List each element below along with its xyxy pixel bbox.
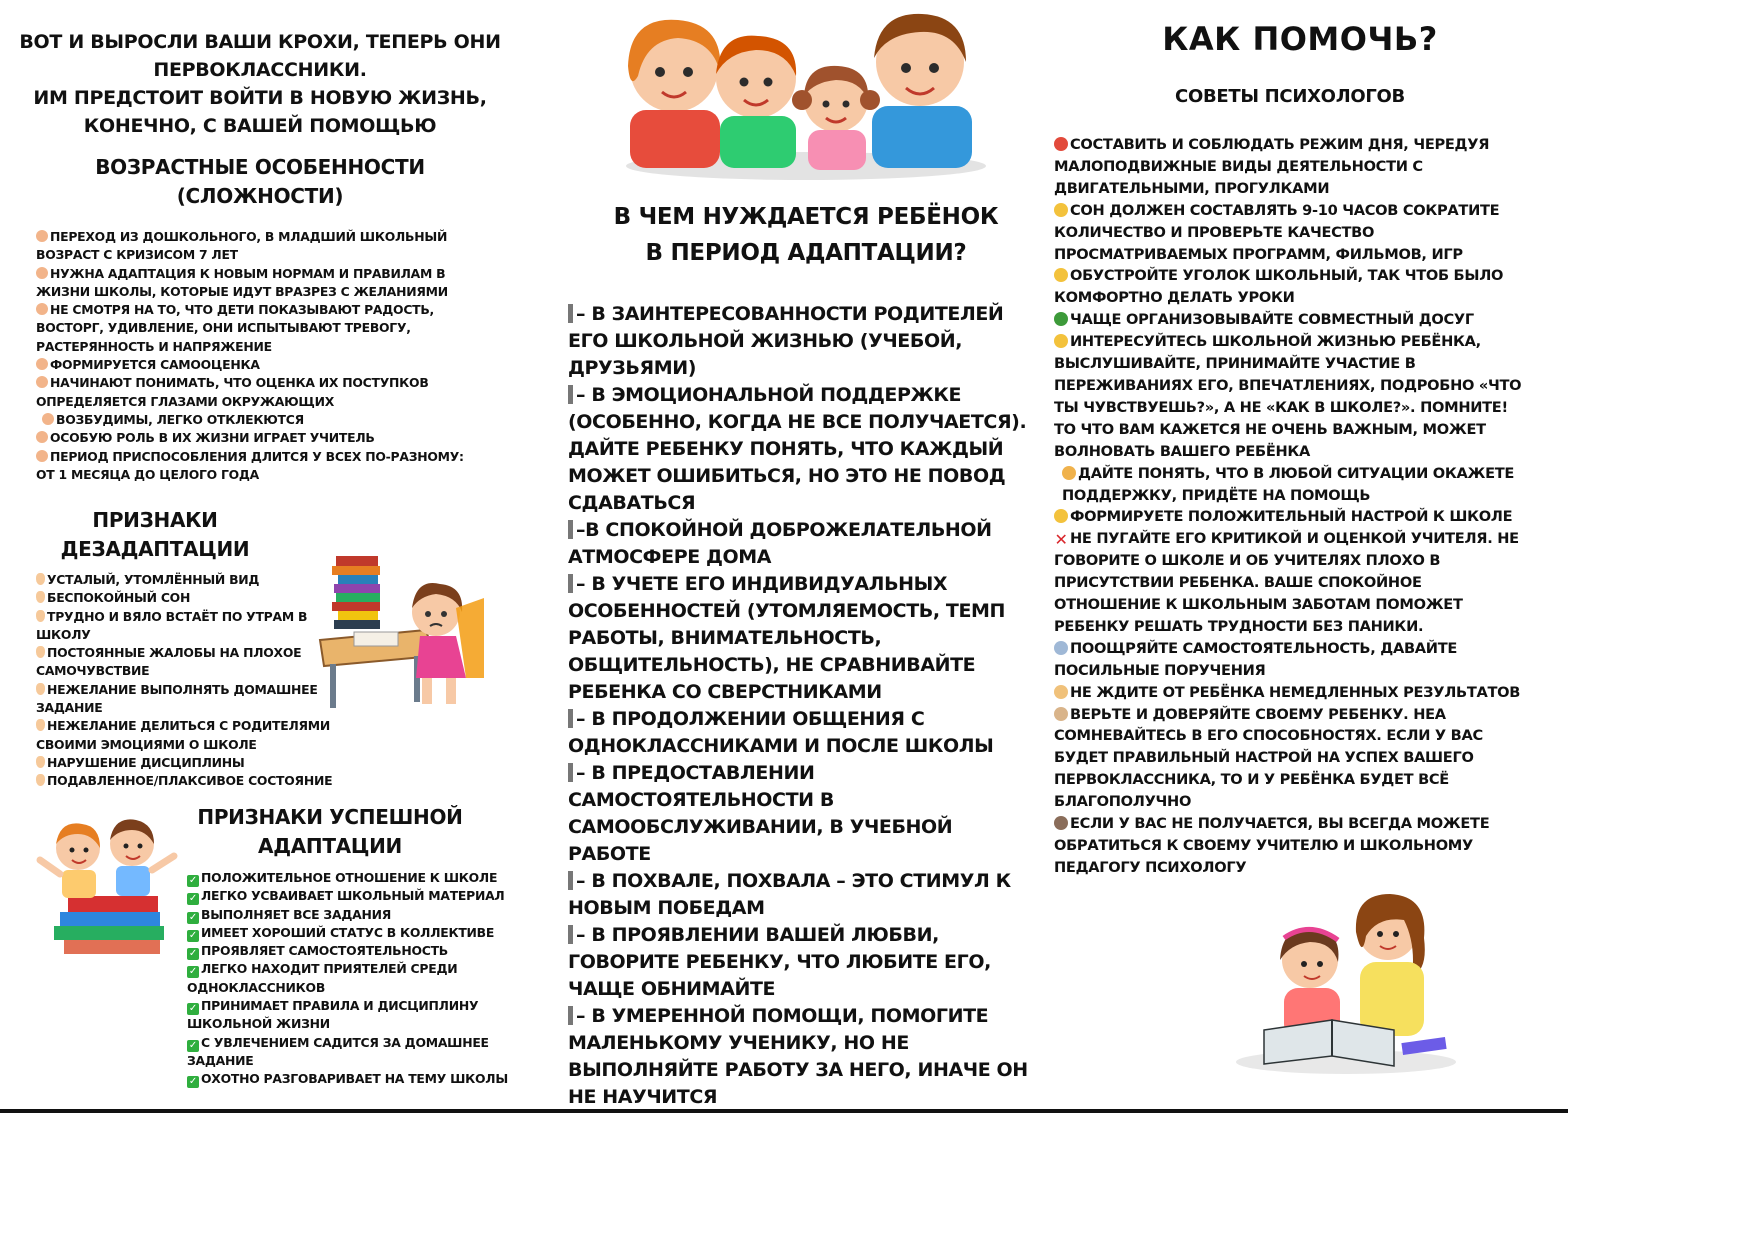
check-mark-icon: ✓	[188, 929, 198, 941]
list-item: ПООЩРЯЙТЕ САМОСТОЯТЕЛЬНОСТЬ, ДАВАЙТЕ ПОСИЛЬНЫЕ ПОРУЧЕНИЯ	[1054, 639, 1458, 679]
marker-icon	[568, 385, 573, 404]
list-item: ПЕРИОД ПРИСПОСОБЛЕНИЯ ДЛИТСЯ У ВСЕХ ПО-РАЗНОМУ: ОТ 1 МЕСЯЦА ДО ЦЕЛОГО ГОДА	[36, 448, 464, 482]
pointing-hand-icon	[36, 774, 45, 786]
marker-icon	[568, 709, 573, 728]
list-item: БЕСПОКОЙНЫЙ СОН	[36, 589, 336, 607]
success-section-title: ПРИЗНАКИ УСПЕШНОЙ АДАПТАЦИИ	[197, 805, 463, 858]
needs-section-title: В ЧЕМ НУЖДАЕТСЯ РЕБЁНОК В ПЕРИОД АДАПТАЦИИ?	[613, 204, 999, 266]
list-item: ✕ НЕ ПУГАЙТЕ ЕГО КРИТИКОЙ И ОЦЕНКОЙ УЧИТЕЛЯ. НЕ ГОВОРИТЕ О ШКОЛЕ И ОБ УЧИТЕЛЯХ ПЛОХО В ПРИСУТСТВИИ РЕБЕНКА. ВАШЕ СПОКОЙНОЕ ОТНОШЕНИЕ К ШКОЛЬНЫМ ЗАБОТАМ ПОМОЖЕТ РЕБЕНКУ РЕШАТЬ ТРУДНОСТИ БЕЗ ПАНИКИ.	[1054, 530, 1519, 635]
list-item: ✓ ПОЛОЖИТЕЛЬНОЕ ОТНОШЕНИЕ К ШКОЛЕ	[188, 870, 498, 886]
success-signs-list	[187, 869, 532, 1089]
book-stack	[332, 556, 380, 629]
check-mark-icon: ✓	[188, 875, 198, 886]
praying-hands-icon	[1054, 707, 1068, 721]
marker-icon	[568, 574, 573, 593]
list-item: ✓ ЛЕГКО НАХОДИТ ПРИЯТЕЛЕЙ СРЕДИ ОДНОКЛАССНИКОВ	[187, 961, 458, 995]
mother-daughter-reading-illustration	[1228, 880, 1458, 1076]
help-subtitle: СОВЕТЫ ПСИХОЛОГОВ	[1175, 86, 1405, 107]
person-icon	[1054, 816, 1068, 830]
age-section-title: ВОЗРАСТНЫЕ ОСОБЕННОСТИ (СЛОЖНОСТИ)	[95, 155, 425, 208]
list-item: ФОРМИРУЕТСЯ САМООЦЕНКА	[36, 356, 478, 374]
list-item: СОСТАВИТЬ И СОБЛЮДАТЬ РЕЖИМ ДНЯ, ЧЕРЕДУЯ МАЛОПОДВИЖНЫЕ ВИДЫ ДЕЯТЕЛЬНОСТИ С ДВИГАТЕЛЬНЫМИ, ПРОГУЛКАМИ	[1054, 136, 1490, 197]
list-item: ✓ ВЫПОЛНЯЕТ ВСЕ ЗАДАНИЯ	[188, 906, 391, 923]
list-item: ✓ ИМЕЕТ ХОРОШИЙ СТАТУС В КОЛЛЕКТИВЕ	[188, 924, 495, 941]
intro-line: ПЕРВОКЛАССНИКИ.	[153, 59, 367, 81]
handshake-icon	[1062, 466, 1076, 480]
child-icon	[36, 267, 48, 279]
list-item: НУЖНА АДАПТАЦИЯ К НОВЫМ НОРМАМ И ПРАВИЛАМ В ЖИЗНИ ШКОЛЫ, КОТОРЫЕ ИДУТ ВРАЗРЕЗ С ЖЕЛАНИЯМИ	[36, 265, 448, 299]
child-icon	[36, 230, 48, 242]
check-mark-icon: ✓	[188, 1003, 198, 1015]
list-item: ОБУСТРОЙТЕ УГОЛОК ШКОЛЬНЫЙ, ТАК ЧТОБ БЫЛО КОМФОРТНО ДЕЛАТЬ УРОКИ	[1054, 267, 1504, 307]
list-item: НЕЖЕЛАНИЕ ДЕЛИТЬСЯ С РОДИТЕЛЯМИ СВОИМИ ЭМОЦИЯМИ О ШКОЛЕ	[36, 718, 330, 752]
marker-icon	[568, 925, 573, 944]
intro-heading	[10, 28, 510, 140]
check-mark-icon: ✓	[188, 1076, 198, 1088]
list-item: – В ЗАИНТЕРЕСОВАННОСТИ РОДИТЕЛЕЙ ЕГО ШКОЛЬНОЙ ЖИЗНЬЮ (УЧЕБОЙ, ДРУЗЬЯМИ)	[568, 303, 1004, 379]
pointing-hand-icon	[36, 683, 45, 695]
list-item: УСТАЛЫЙ, УТОМЛЁННЫЙ ВИД	[36, 571, 336, 589]
nerd-face-icon	[1054, 268, 1068, 282]
list-item: – В УЧЕТЕ ЕГО ИНДИВИДУАЛЬНЫХ ОСОБЕННОСТЕЙ (УТОМЛЯЕМОСТЬ, ТЕМП РАБОТЫ, ВНИМАТЕЛЬНОСТЬ, ОБЩИТЕЛЬНОСТЬ), НЕ СРАВНИВАЙТЕ РЕБЕНКА СО СВЕРСТНИКАМИ	[568, 573, 1006, 703]
list-item: НЕ ЖДИТЕ ОТ РЕБЁНКА НЕМЕДЛЕННЫХ РЕЗУЛЬТАТОВ	[1054, 682, 1530, 704]
list-item: ✓ ЛЕГКО УСВАИВАЕТ ШКОЛЬНЫЙ МАТЕРИАЛ	[188, 888, 505, 905]
marker-icon	[568, 871, 573, 890]
age-features-list	[36, 228, 478, 484]
list-item: ВЕРЬТЕ И ДОВЕРЯЙТЕ СВОЕМУ РЕБЕНКУ. НЕА СОМНЕВАЙТЕСЬ В ЕГО СПОСОБНОСТЯХ. ЕСЛИ У ВАС БУДЕТ ПРАВИЛЬНЫЙ НАСТРОЙ НА УСПЕХ ВАШЕГО ПЕРВОКЛАССНИКА, ТО И У РЕБЁНКА БУДЕТ ВСЁ БЛАГОПОЛУЧНО	[1054, 705, 1483, 811]
list-item: НАЧИНАЮТ ПОНИМАТЬ, ЧТО ОЦЕНКА ИХ ПОСТУПКОВ ОПРЕДЕЛЯЕТСЯ ГЛАЗАМИ ОКРУЖАЮЩИХ	[36, 375, 429, 409]
cross-mark-icon: ✕	[1054, 530, 1068, 550]
intro-line: КОНЕЧНО, С ВАШЕЙ ПОМОЩЬЮ	[83, 115, 437, 137]
list-item: СОН ДОЛЖЕН СОСТАВЛЯТЬ 9-10 ЧАСОВ СОКРАТИТЕ КОЛИЧЕСТВО И ПРОВЕРЬТЕ КАЧЕСТВО ПРОСМАТРИВАЕМЫХ ПРОГРАММ, ФИЛЬМОВ, ИГР	[1054, 201, 1500, 263]
bottom-border	[0, 1109, 1568, 1113]
list-item: – В ПРОДОЛЖЕНИИ ОБЩЕНИЯ С ОДНОКЛАССНИКАМИ И ПОСЛЕ ШКОЛЫ	[568, 708, 994, 757]
child-icon	[36, 450, 48, 462]
list-item: ОСОБУЮ РОЛЬ В ИХ ЖИЗНИ ИГРАЕТ УЧИТЕЛЬ	[36, 429, 478, 447]
marker-icon	[568, 520, 573, 539]
sleeping-face-icon	[1054, 203, 1068, 217]
list-item: ВОЗБУДИМЫ, ЛЕГКО ОТКЛЕКЮТСЯ	[36, 411, 478, 429]
list-item: ✓ ПРОЯВЛЯЕТ САМОСТОЯТЕЛЬНОСТЬ	[188, 943, 448, 960]
list-item: НЕЖЕЛАНИЕ ВЫПОЛНЯТЬ ДОМАШНЕЕ ЗАДАНИЕ	[36, 681, 318, 716]
needs-list	[568, 301, 1038, 1111]
list-item: НАРУШЕНИЕ ДИСЦИПЛИНЫ	[36, 754, 336, 772]
list-item: –В СПОКОЙНОЙ ДОБРОЖЕЛАТЕЛЬНОЙ АТМОСФЕРЕ ДОМА	[568, 519, 992, 568]
pointing-hand-icon	[36, 646, 45, 658]
help-title: КАК ПОМОЧЬ?	[1162, 20, 1438, 58]
child-icon	[42, 413, 54, 425]
list-item: – В ЭМОЦИОНАЛЬНОЙ ПОДДЕРЖКЕ (ОСОБЕННО, КОГДА НЕ ВСЕ ПОЛУЧАЕТСЯ). ДАЙТЕ РЕБЕНКУ ПОНЯТЬ, ЧТО КАЖДЫЙ МОЖЕТ ОШИБИТЬСЯ, НО ЭТО НЕ ПОВОД СДАВАТЬСЯ	[568, 384, 1027, 514]
list-item: ПОСТОЯННЫЕ ЖАЛОБЫ НА ПЛОХОЕ САМОЧУВСТВИЕ	[36, 645, 302, 679]
list-item: ТРУДНО И ВЯЛО ВСТАЁТ ПО УТРАМ В ШКОЛУ	[36, 608, 308, 642]
list-item: ДАЙТЕ ПОНЯТЬ, ЧТО В ЛЮБОЙ СИТУАЦИИ ОКАЖЕТЕ ПОДДЕРЖКУ, ПРИДЁТЕ НА ПОМОЩЬ	[1062, 464, 1515, 504]
happy-kids-illustration	[34, 808, 184, 958]
check-mark-icon: ✓	[188, 1039, 198, 1051]
pointing-hand-icon	[36, 573, 45, 585]
list-item: ✓ ОХОТНО РАЗГОВАРИВАЕТ НА ТЕМУ ШКОЛЫ	[188, 1071, 508, 1088]
tree-icon	[1054, 312, 1068, 326]
list-item: – В ПРОЯВЛЕНИИ ВАШЕЙ ЛЮБВИ, ГОВОРИТЕ РЕБЕНКУ, ЧТО ЛЮБИТЕ ЕГО, ЧАЩЕ ОБНИМАЙТЕ	[568, 924, 991, 1000]
check-mark-icon: ✓	[188, 948, 198, 960]
list-item: – В ПОХВАЛЕ, ПОХВАЛА – ЭТО СТИМУЛ К НОВЫМ ПОБЕДАМ	[568, 870, 1011, 919]
list-item: ПЕРЕХОД ИЗ ДОШКОЛЬНОГО, В МЛАДШИЙ ШКОЛЬНЫЙ ВОЗРАСТ С КРИЗИСОМ 7 ЛЕТ	[36, 229, 448, 263]
list-item: ЧАЩЕ ОРГАНИЗОВЫВАЙТЕ СОВМЕСТНЫЙ ДОСУГ	[1054, 309, 1530, 331]
check-mark-icon: ✓	[188, 911, 198, 923]
pointing-hand-icon	[1054, 685, 1068, 699]
dis-signs-list	[36, 571, 336, 791]
smile-face-icon	[1054, 334, 1068, 348]
child-icon	[36, 358, 48, 370]
child-icon	[36, 376, 48, 388]
alarm-clock-icon	[1054, 137, 1068, 151]
raised-hand-icon	[1054, 641, 1068, 655]
child-icon	[36, 303, 48, 315]
list-item: НЕ СМОТРЯ НА ТО, ЧТО ДЕТИ ПОКАЗЫВАЮТ РАДОСТЬ, ВОСТОРГ, УДИВЛЕНИЕ, ОНИ ИСПЫТЫВАЮТ ТРЕВОГУ, РАСТЕРЯННОСТЬ И НАПРЯЖЕНИЕ	[36, 302, 435, 354]
help-tips-list	[1054, 134, 1530, 879]
pointing-hand-icon	[36, 719, 45, 731]
list-item: – В УМЕРЕННОЙ ПОМОЩИ, ПОМОГИТЕ МАЛЕНЬКОМУ УЧЕНИКУ, НО НЕ ВЫПОЛНЯЙТЕ РАБОТУ ЗА НЕГО, ИНАЧЕ ОН НЕ НАУЧИТСЯ	[568, 1005, 1028, 1108]
marker-icon	[568, 763, 573, 782]
intro-line: ВОТ И ВЫРОСЛИ ВАШИ КРОХИ, ТЕПЕРЬ ОНИ	[19, 31, 501, 53]
family-illustration	[616, 6, 994, 182]
pointing-hand-icon	[36, 610, 45, 622]
check-mark-icon: ✓	[188, 893, 198, 905]
list-item: ✓ ПРИНИМАЕТ ПРАВИЛА И ДИСЦИПЛИНУ ШКОЛЬНОЙ ЖИЗНИ	[187, 998, 479, 1032]
intro-line: ИМ ПРЕДСТОИТ ВОЙТИ В НОВУЮ ЖИЗНЬ,	[33, 87, 487, 109]
list-item: ✓ С УВЛЕЧЕНИЕМ САДИТСЯ ЗА ДОМАШНЕЕ ЗАДАНИЕ	[187, 1034, 489, 1068]
marker-icon	[568, 1006, 573, 1025]
smile-face-icon	[1054, 509, 1068, 523]
check-mark-icon: ✓	[188, 966, 198, 978]
tired-girl-illustration	[316, 548, 488, 714]
list-item: ФОРМИРУЕТЕ ПОЛОЖИТЕЛЬНЫЙ НАСТРОЙ К ШКОЛЕ	[1054, 506, 1530, 528]
dis-section-title: ПРИЗНАКИ ДЕЗАДАПТАЦИИ	[60, 508, 250, 561]
list-item: – В ПРЕДОСТАВЛЕНИИ САМОСТОЯТЕЛЬНОСТИ В САМООБСЛУЖИВАНИИ, В УЧЕБНОЙ РАБОТЕ	[568, 762, 953, 865]
marker-icon	[568, 304, 573, 323]
list-item: ЕСЛИ У ВАС НЕ ПОЛУЧАЕТСЯ, ВЫ ВСЕГДА МОЖЕТЕ ОБРАТИТЬСЯ К СВОЕМУ УЧИТЕЛЮ И ШКОЛЬНОМУ ПЕДАГОГУ ПСИХОЛОГУ	[1054, 815, 1490, 876]
pointing-hand-icon	[36, 756, 45, 768]
child-icon	[36, 431, 48, 443]
list-item: ИНТЕРЕСУЙТЕСЬ ШКОЛЬНОЙ ЖИЗНЬЮ РЕБЁНКА, ВЫСЛУШИВАЙТЕ, ПРИНИМАЙТЕ УЧАСТИЕ В ПЕРЕЖИВАНИЯХ ЕГО, ВПЕЧАТЛЕНИЯХ, ПОДРОБНО «ЧТО ТЫ ЧУВСТВУЕШЬ?», А НЕ «КАК В ШКОЛЕ?». ПОМНИТЕ! ТО ЧТО ВАМ КАЖЕТСЯ НЕ ОЧЕНЬ ВАЖНЫМ, МОЖЕТ ВОЛНОВАТЬ ВАШЕГО РЕБЁНКА	[1054, 333, 1522, 460]
pointing-hand-icon	[36, 591, 45, 603]
list-item: ПОДАВЛЕННОЕ/ПЛАКСИВОЕ СОСТОЯНИЕ	[36, 772, 336, 790]
